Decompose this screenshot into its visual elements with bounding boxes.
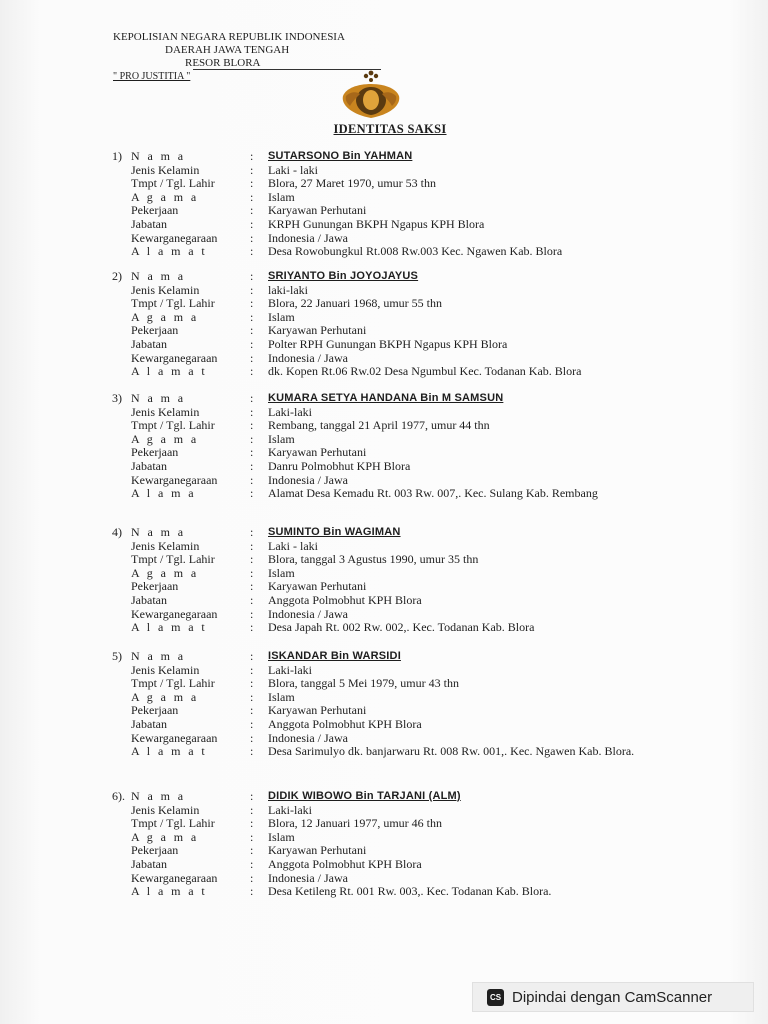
field-row-position: [112, 338, 672, 352]
field-value-gender: Laki-laki: [268, 802, 312, 817]
field-separator: :: [250, 565, 254, 580]
field-separator: :: [250, 884, 254, 899]
field-value-birth: Blora, tanggal 3 Agustus 1990, umur 35 thn: [268, 552, 479, 567]
field-value-birth: Blora, 27 Maret 1970, umur 53 thn: [268, 176, 436, 191]
field-label-birth: Tmpt / Tgl. Lahir: [131, 676, 215, 691]
field-row-gender: [112, 406, 672, 420]
field-label-position: Jabatan: [131, 458, 167, 473]
field-row-position: [112, 718, 672, 732]
field-label-position: Jabatan: [131, 216, 167, 231]
witness-2: [112, 270, 672, 379]
header-line-1: KEPOLISIAN NEGARA REPUBLIK INDONESIA: [113, 31, 345, 43]
field-separator: :: [250, 486, 254, 501]
field-separator: :: [250, 552, 254, 567]
field-value-position: Anggota Polmobhut KPH Blora: [268, 856, 422, 871]
field-value-name: DIDIK WIBOWO Bin TARJANI (ALM): [268, 790, 461, 802]
header-line-3: RESOR BLORA: [185, 57, 261, 69]
field-value-religion: Islam: [268, 309, 295, 324]
field-label-address: A l a m a t: [131, 884, 208, 899]
field-row-job: [112, 704, 672, 718]
field-row-address: [112, 245, 672, 259]
field-separator: :: [250, 789, 254, 803]
field-separator: :: [250, 162, 254, 177]
field-value-nationality: Indonesia / Jawa: [268, 230, 348, 245]
field-label-nationality: Kewarganegaraan: [131, 230, 218, 245]
field-row-nationality: [112, 872, 672, 886]
field-label-job: Pekerjaan: [131, 703, 179, 718]
field-label-position: Jabatan: [131, 716, 167, 731]
field-value-name: SUTARSONO Bin YAHMAN: [268, 150, 413, 162]
field-row-job: [112, 324, 672, 338]
field-value-religion: Islam: [268, 189, 295, 204]
field-row-nationality: [112, 732, 672, 746]
camscanner-label: Dipindai dengan CamScanner: [512, 988, 713, 1006]
field-label-job: Pekerjaan: [131, 843, 179, 858]
field-value-gender: laki-laki: [268, 282, 308, 297]
field-separator: :: [250, 856, 254, 871]
field-value-job: Karyawan Perhutani: [268, 445, 367, 460]
field-separator: :: [250, 404, 254, 419]
field-separator: :: [250, 592, 254, 607]
field-row-birth: [112, 177, 672, 191]
header-line-2: DAERAH JAWA TENGAH: [165, 44, 290, 56]
pro-justitia-label: " PRO JUSTITIA ": [113, 71, 191, 82]
field-label-birth: Tmpt / Tgl. Lahir: [131, 552, 215, 567]
field-row-address: [112, 365, 672, 379]
field-separator: :: [250, 716, 254, 731]
witness-number: 3): [112, 391, 122, 405]
field-label-religion: A g a m a: [131, 689, 199, 704]
field-row-religion: [112, 191, 672, 205]
field-separator: :: [250, 730, 254, 745]
field-row-address: [112, 745, 672, 759]
field-label-gender: Jenis Kelamin: [131, 802, 200, 817]
field-row-position: [112, 460, 672, 474]
field-row-position: [112, 594, 672, 608]
witness-number: 6).: [112, 789, 125, 803]
field-separator: :: [250, 418, 254, 433]
field-value-position: Anggota Polmobhut KPH Blora: [268, 716, 422, 731]
field-label-nationality: Kewarganegaraan: [131, 472, 218, 487]
field-row-address: [112, 885, 672, 899]
field-label-address: A l a m a t: [131, 620, 208, 635]
field-separator: :: [250, 662, 254, 677]
field-value-job: Karyawan Perhutani: [268, 323, 367, 338]
field-value-name: ISKANDAR Bin WARSIDI: [268, 650, 401, 662]
witness-number: 2): [112, 269, 122, 283]
field-value-name: SUMINTO Bin WAGIMAN: [268, 526, 401, 538]
witness-5: [112, 650, 672, 759]
field-separator: :: [250, 870, 254, 885]
field-value-religion: Islam: [268, 689, 295, 704]
field-label-name: N a m a: [131, 789, 186, 803]
field-row-job: [112, 446, 672, 460]
field-value-religion: Islam: [268, 829, 295, 844]
field-separator: :: [250, 538, 254, 553]
field-row-religion: [112, 567, 672, 581]
witness-3: [112, 392, 672, 501]
field-label-religion: A g a m a: [131, 309, 199, 324]
field-value-nationality: Indonesia / Jawa: [268, 350, 348, 365]
letterhead: [113, 31, 345, 83]
field-separator: :: [250, 364, 254, 379]
field-row-gender: [112, 164, 672, 178]
field-value-birth: Blora, 12 Januari 1977, umur 46 thn: [268, 816, 442, 831]
field-value-birth: Blora, tanggal 5 Mei 1979, umur 43 thn: [268, 676, 459, 691]
field-separator: :: [250, 744, 254, 759]
field-value-religion: Islam: [268, 565, 295, 580]
document-title: IDENTITAS SAKSI: [333, 122, 447, 136]
field-label-religion: A g a m a: [131, 189, 199, 204]
field-label-address: A l a m a t: [131, 244, 208, 259]
field-value-name: KUMARA SETYA HANDANA Bin M SAMSUN: [268, 392, 504, 404]
field-row-name: [112, 790, 672, 804]
field-value-address: Desa Japah Rt. 002 Rw. 002,. Kec. Todanan Kab. Blora: [268, 620, 535, 635]
field-separator: :: [250, 829, 254, 844]
field-label-birth: Tmpt / Tgl. Lahir: [131, 296, 215, 311]
field-label-job: Pekerjaan: [131, 203, 179, 218]
field-separator: :: [250, 309, 254, 324]
field-separator: :: [250, 606, 254, 621]
field-row-name: [112, 270, 672, 284]
field-label-name: N a m a: [131, 149, 186, 163]
field-label-birth: Tmpt / Tgl. Lahir: [131, 176, 215, 191]
field-value-nationality: Indonesia / Jawa: [268, 606, 348, 621]
field-label-gender: Jenis Kelamin: [131, 662, 200, 677]
field-value-gender: Laki-laki: [268, 404, 312, 419]
field-value-address: Desa Sarimulyo dk. banjarwaru Rt. 008 Rw. 001,. Kec. Ngawen Kab. Blora.: [268, 744, 635, 759]
field-label-job: Pekerjaan: [131, 445, 179, 460]
field-value-nationality: Indonesia / Jawa: [268, 472, 348, 487]
field-separator: :: [250, 296, 254, 311]
field-separator: :: [250, 149, 254, 163]
field-separator: :: [250, 458, 254, 473]
camscanner-logo-icon: CS: [487, 989, 504, 1006]
field-row-nationality: [112, 474, 672, 488]
field-value-job: Karyawan Perhutani: [268, 843, 367, 858]
field-value-name: SRIYANTO Bin JOYOJAYUS: [268, 270, 419, 282]
field-label-religion: A g a m a: [131, 829, 199, 844]
field-separator: :: [250, 649, 254, 663]
field-row-position: [112, 218, 672, 232]
field-label-name: N a m a: [131, 525, 186, 539]
field-row-address: [112, 621, 672, 635]
field-label-nationality: Kewarganegaraan: [131, 350, 218, 365]
field-label-birth: Tmpt / Tgl. Lahir: [131, 816, 215, 831]
witness-number: 1): [112, 149, 122, 163]
field-value-position: Polter RPH Gunungan BKPH Ngapus KPH Blora: [268, 336, 508, 351]
field-separator: :: [250, 525, 254, 539]
field-value-gender: Laki - laki: [268, 162, 318, 177]
field-separator: :: [250, 676, 254, 691]
field-row-gender: [112, 804, 672, 818]
field-value-birth: Blora, 22 Januari 1968, umur 55 thn: [268, 296, 442, 311]
field-separator: :: [250, 579, 254, 594]
field-row-nationality: [112, 352, 672, 366]
witness-1: [112, 150, 672, 259]
field-value-religion: Islam: [268, 431, 295, 446]
field-label-name: N a m a: [131, 391, 186, 405]
field-value-job: Karyawan Perhutani: [268, 703, 367, 718]
field-row-gender: [112, 284, 672, 298]
field-row-birth: [112, 817, 672, 831]
field-separator: :: [250, 323, 254, 338]
field-value-address: Desa Rowobungkul Rt.008 Rw.003 Kec. Ngawen Kab. Blora: [268, 244, 563, 259]
witness-4: [112, 526, 672, 635]
field-label-job: Pekerjaan: [131, 323, 179, 338]
field-separator: :: [250, 689, 254, 704]
field-label-job: Pekerjaan: [131, 579, 179, 594]
field-row-job: [112, 580, 672, 594]
field-row-religion: [112, 831, 672, 845]
police-emblem-icon: [338, 70, 404, 120]
field-row-nationality: [112, 608, 672, 622]
field-value-gender: Laki - laki: [268, 538, 318, 553]
field-row-birth: [112, 419, 672, 433]
field-label-position: Jabatan: [131, 856, 167, 871]
field-row-gender: [112, 664, 672, 678]
field-value-job: Karyawan Perhutani: [268, 579, 367, 594]
field-label-gender: Jenis Kelamin: [131, 404, 200, 419]
field-row-religion: [112, 691, 672, 705]
field-separator: :: [250, 391, 254, 405]
field-separator: :: [250, 282, 254, 297]
field-value-nationality: Indonesia / Jawa: [268, 870, 348, 885]
field-label-gender: Jenis Kelamin: [131, 282, 200, 297]
field-row-name: [112, 526, 672, 540]
field-label-nationality: Kewarganegaraan: [131, 730, 218, 745]
field-value-position: Danru Polmobhut KPH Blora: [268, 458, 411, 473]
field-value-birth: Rembang, tanggal 21 April 1977, umur 44 thn: [268, 418, 490, 433]
field-label-religion: A g a m a: [131, 431, 199, 446]
field-separator: :: [250, 843, 254, 858]
field-label-address: A l a m a t: [131, 364, 208, 379]
field-separator: :: [250, 445, 254, 460]
field-value-address: dk. Kopen Rt.06 Rw.02 Desa Ngumbul Kec. Todanan Kab. Blora: [268, 364, 582, 379]
field-separator: :: [250, 620, 254, 635]
field-value-address: Alamat Desa Kemadu Rt. 003 Rw. 007,. Kec. Sulang Kab. Rembang: [268, 486, 598, 501]
field-row-nationality: [112, 232, 672, 246]
field-label-address: A l a m a: [131, 486, 196, 501]
field-row-job: [112, 204, 672, 218]
field-value-nationality: Indonesia / Jawa: [268, 730, 348, 745]
field-label-name: N a m a: [131, 649, 186, 663]
field-row-job: [112, 844, 672, 858]
field-label-birth: Tmpt / Tgl. Lahir: [131, 418, 215, 433]
field-row-address: [112, 487, 672, 501]
field-value-position: KRPH Gunungan BKPH Ngapus KPH Blora: [268, 216, 485, 231]
field-row-religion: [112, 433, 672, 447]
field-label-name: N a m a: [131, 269, 186, 283]
field-separator: :: [250, 472, 254, 487]
field-separator: :: [250, 216, 254, 231]
field-row-birth: [112, 553, 672, 567]
field-value-position: Anggota Polmobhut KPH Blora: [268, 592, 422, 607]
field-value-job: Karyawan Perhutani: [268, 203, 367, 218]
field-label-nationality: Kewarganegaraan: [131, 870, 218, 885]
field-separator: :: [250, 244, 254, 259]
field-separator: :: [250, 189, 254, 204]
field-row-position: [112, 858, 672, 872]
field-label-gender: Jenis Kelamin: [131, 162, 200, 177]
witness-number: 4): [112, 525, 122, 539]
field-row-birth: [112, 677, 672, 691]
field-value-gender: Laki-laki: [268, 662, 312, 677]
field-separator: :: [250, 203, 254, 218]
field-row-birth: [112, 297, 672, 311]
field-label-gender: Jenis Kelamin: [131, 538, 200, 553]
field-row-religion: [112, 311, 672, 325]
field-separator: :: [250, 703, 254, 718]
field-separator: :: [250, 269, 254, 283]
field-separator: :: [250, 336, 254, 351]
field-label-address: A l a m a t: [131, 744, 208, 759]
field-row-gender: [112, 540, 672, 554]
field-separator: :: [250, 816, 254, 831]
field-row-name: [112, 150, 672, 164]
field-label-position: Jabatan: [131, 336, 167, 351]
field-row-name: [112, 650, 672, 664]
field-separator: :: [250, 176, 254, 191]
field-separator: :: [250, 230, 254, 245]
field-row-name: [112, 392, 672, 406]
camscanner-watermark: [472, 982, 754, 1012]
witness-number: 5): [112, 649, 122, 663]
field-label-nationality: Kewarganegaraan: [131, 606, 218, 621]
field-separator: :: [250, 350, 254, 365]
field-separator: :: [250, 802, 254, 817]
field-value-address: Desa Ketileng Rt. 001 Rw. 003,. Kec. Todanan Kab. Blora.: [268, 884, 552, 899]
field-label-position: Jabatan: [131, 592, 167, 607]
field-label-religion: A g a m a: [131, 565, 199, 580]
witness-6: [112, 790, 672, 899]
field-separator: :: [250, 431, 254, 446]
